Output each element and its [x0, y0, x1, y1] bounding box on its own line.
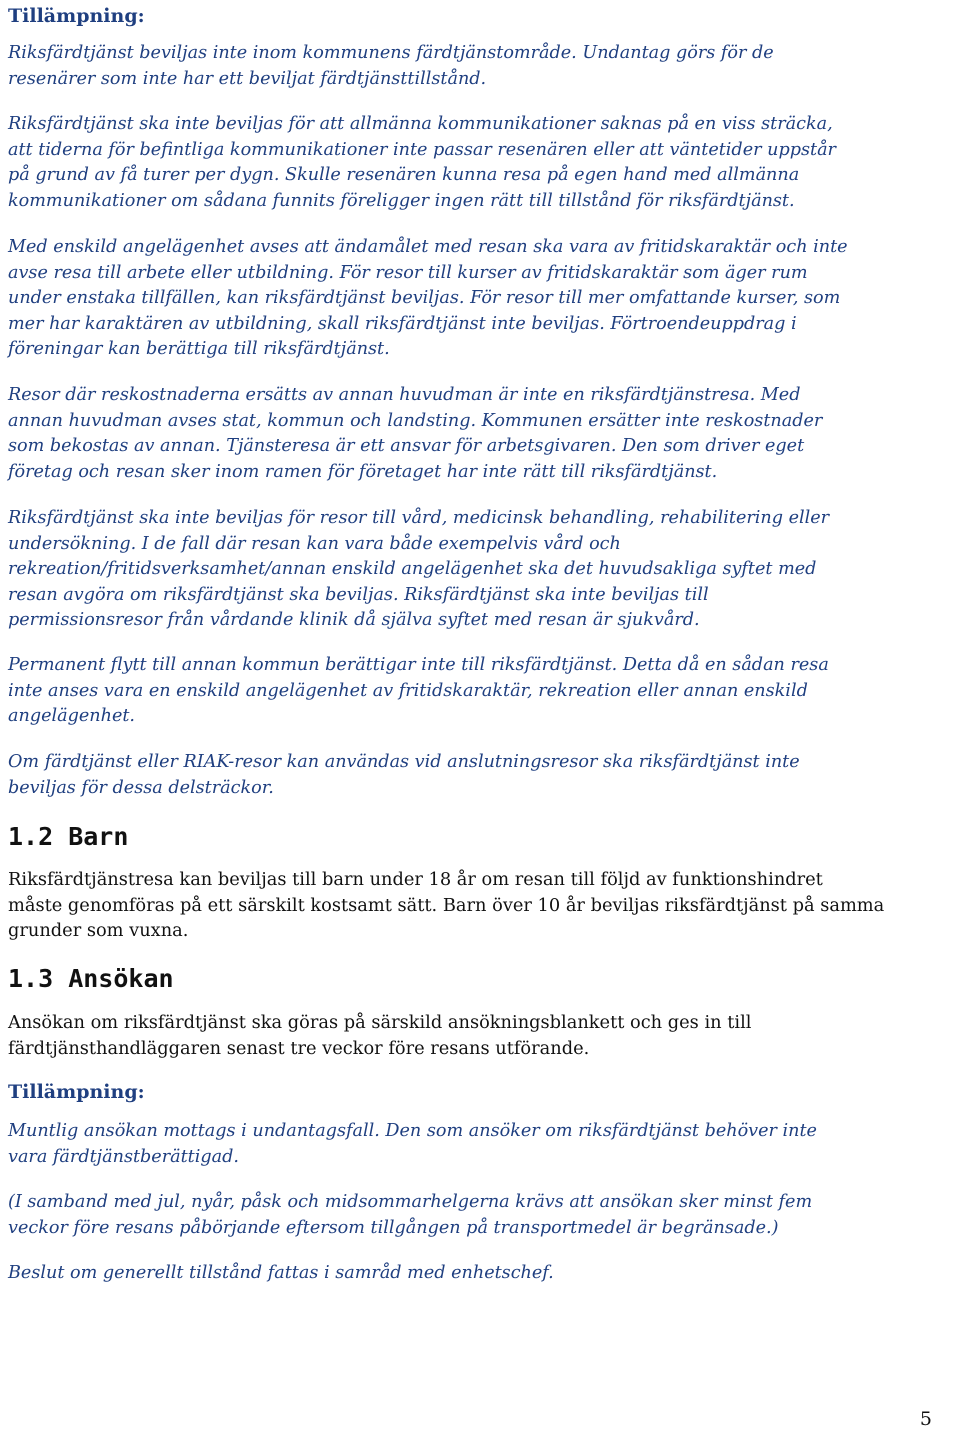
- text-line: Om färdtjänst eller RIAK-resor kan användas vid anslutningsresor ska riksfärdtjänst inte: [8, 752, 800, 772]
- paragraph-children: [8, 867, 954, 944]
- text-line: beviljas för dessa delsträckor.: [8, 777, 274, 798]
- text-line: Med enskild angelägenhet avses att ändamålet med resan ska vara av fritidskaraktär och inte: [8, 237, 848, 257]
- paragraph-public-transport: [8, 112, 954, 214]
- section-heading-barn: 1.2 Barn: [8, 822, 129, 851]
- text-line: Permanent flytt till annan kommun berättigar inte till riksfärdtjänst. Detta då en sådan resa: [8, 655, 829, 675]
- text-line: annan huvudman avses stat, kommun och landsting. Kommunen ersätter inte reskostnader: [8, 410, 823, 431]
- text-line: färdtjänsthandläggaren senast tre veckor före resans utförande.: [8, 1037, 590, 1059]
- text-line: Riksfärdtjänstresa kan beviljas till barn under 18 år om resan till följd av funktionshindret: [8, 869, 823, 890]
- text-line: (I samband med jul, nyår, påsk och midsommarhelgerna krävs att ansökan sker minst fem: [8, 1192, 813, 1212]
- page-number: 5: [919, 1408, 932, 1430]
- text-line: grunder som vuxna.: [8, 920, 189, 941]
- paragraph-medical-care: [8, 506, 954, 634]
- text-line: veckor före resans påbörjande eftersom tillgången på transportmedel är begränsade.): [8, 1217, 779, 1238]
- text-line: mer har karaktären av utbildning, skall riksfärdtjänst inte beviljas. Förtroendeuppdrag i: [8, 313, 797, 334]
- text-line: Beslut om generellt tillstånd fattas i samråd med enhetschef.: [8, 1263, 554, 1283]
- text-line: Ansökan om riksfärdtjänst ska göras på särskild ansökningsblankett och ges in till: [8, 1012, 752, 1033]
- paragraph-other-principal: [8, 383, 954, 485]
- text-line: undersökning. I de fall där resan kan vara både exempelvis vård och: [8, 533, 621, 554]
- text-line: vara färdtjänstberättigad.: [8, 1146, 239, 1167]
- text-line: Muntlig ansökan mottags i undantagsfall. Den som ansöker om riksfärdtjänst behöver inte: [8, 1121, 817, 1141]
- text-line: resenärer som inte har ett beviljat färdtjänsttillstånd.: [8, 68, 487, 89]
- paragraph-application: [8, 1010, 954, 1061]
- paragraph-holidays: [8, 1190, 954, 1241]
- text-line: inte anses vara en enskild angelägenhet av fritidskaraktär, rekreation eller annan enskild: [8, 680, 808, 701]
- text-line: Riksfärdtjänst ska inte beviljas för resor till vård, medicinsk behandling, rehabilitering eller: [8, 508, 830, 528]
- tillampning-heading: Tillämpning:: [8, 1081, 145, 1103]
- text-line: resan avgöra om riksfärdtjänst ska beviljas. Riksfärdtjänst ska inte beviljas till: [8, 584, 709, 605]
- text-line: rekreation/fritidsverksamhet/annan enskild angelägenhet ska det huvudsakliga syftet med: [8, 559, 817, 579]
- paragraph-permanent-move: [8, 653, 954, 730]
- text-line: föreningar kan berättiga till riksfärdtjänst.: [8, 339, 390, 359]
- text-line: Riksfärdtjänst beviljas inte inom kommunens färdtjänstområde. Undantag görs för de: [8, 43, 774, 63]
- text-line: angelägenhet.: [8, 706, 136, 726]
- paragraph-territory: [8, 41, 954, 92]
- paragraph-oral-application: [8, 1119, 954, 1170]
- text-line: företag och resan sker inom ramen för företaget har inte rätt till riksfärdtjänst.: [8, 461, 718, 482]
- paragraph-personal-matter: [8, 235, 954, 363]
- tillampning-heading: Tillämpning:: [8, 5, 145, 27]
- text-line: kommunikationer om sådana funnits föreligger ingen rätt till tillstånd för riksfärdtjänst.: [8, 190, 795, 211]
- text-line: under enstaka tillfällen, kan riksfärdtjänst beviljas. För resor till mer omfattande kurser, som: [8, 288, 841, 308]
- text-line: måste genomföras på ett särskilt kostsamt sätt. Barn över 10 år beviljas riksfärdtjänst på samma: [8, 894, 885, 916]
- text-line: Riksfärdtjänst ska inte beviljas för att allmänna kommunikationer saknas på en viss sträcka,: [8, 114, 833, 134]
- paragraph-connecting-trips: [8, 750, 954, 801]
- text-line: som bekostas av annan. Tjänsteresa är ett ansvar för arbetsgivaren. Den som driver eget: [8, 436, 805, 456]
- text-line: avse resa till arbete eller utbildning. För resor till kurser av fritidskaraktär som äger rum: [8, 262, 808, 283]
- text-line: permissionsresor från vårdande klinik då själva syftet med resan är sjukvård.: [8, 610, 700, 630]
- text-line: Resor där reskostnaderna ersätts av annan huvudman är inte en riksfärdtjänstresa. Med: [8, 385, 801, 405]
- text-line: på grund av få turer per dygn. Skulle resenären kunna resa på egen hand med allmänna: [8, 165, 800, 185]
- section-heading-ansokan: 1.3 Ansökan: [8, 964, 174, 993]
- paragraph-general-permit: [8, 1261, 954, 1287]
- text-line: att tiderna för befintliga kommunikationer inte passar resenären eller att väntetider uppstår: [8, 139, 836, 160]
